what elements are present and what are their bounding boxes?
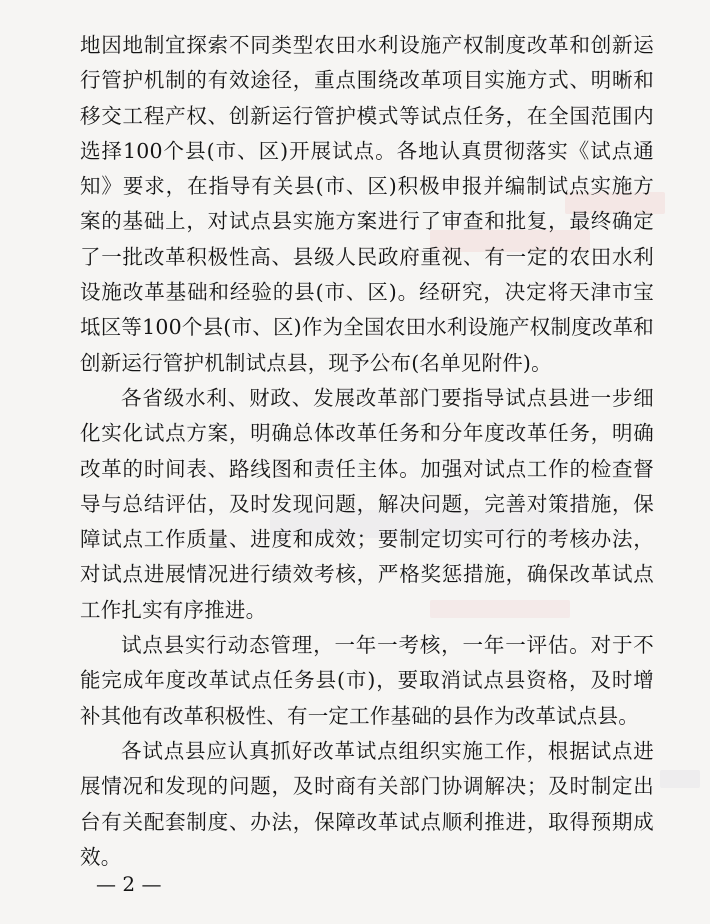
paragraph-provincial-guidance: 各省级水利、财政、发展改革部门要指导试点县进一步细化实化试点方案，明确总体改革任务和分年度改革任务，明确改革的时间表、路线图和责任主体。加强对试点工作的检查督导与总结评估，及时发现问题，解决问题，完善对策措施，保障试点工作质量、进度和成效；要制定切实可行的考核办法，对试点进展情况进行绩效考核，严格奖惩措施，确保改革试点工作扎实有序推进。	[80, 385, 654, 622]
bleed-through-mark	[660, 770, 700, 788]
page-number: — 2 —	[96, 872, 162, 896]
body-text	[80, 28, 654, 875]
paragraph-implementation: 各试点县应认真抓好改革试点组织实施工作，根据试点进展情况和发现的问题，及时商有关部门协调解决；及时制定出台有关配套制度、办法，保障改革试点顺利推进，取得预期成效。	[80, 738, 654, 869]
paragraph-dynamic-management: 试点县实行动态管理，一年一考核，一年一评估。对于不能完成年度改革试点任务县(市)，要取消试点县资格，及时增补其他有改革积极性、有一定工作基础的县作为改革试点县。	[80, 633, 654, 728]
paragraph-continued: 地因地制宜探索不同类型农田水利设施产权制度改革和创新运行管护机制的有效途径，重点围绕改革项目实施方式、明晰和移交工程产权、创新运行管护模式等试点任务，在全国范围内选择100个县(市、区)开展试点。各地认真贯彻落实《试点通知》要求，在指导有关县(市、区)积极申报并编制试点实施方案的基础上，对试点县实施方案进行了审查和批复，最终确定了一批改革积极性高、县级人民政府重视、有一定的农田水利设施改革基础和经验的县(市、区)。经研究，决定将天津市宝坻区等100个县(市、区)作为全国农田水利设施产权制度改革和创新运行管护机制试点县，现予公布(名单见附件)。	[80, 33, 654, 375]
